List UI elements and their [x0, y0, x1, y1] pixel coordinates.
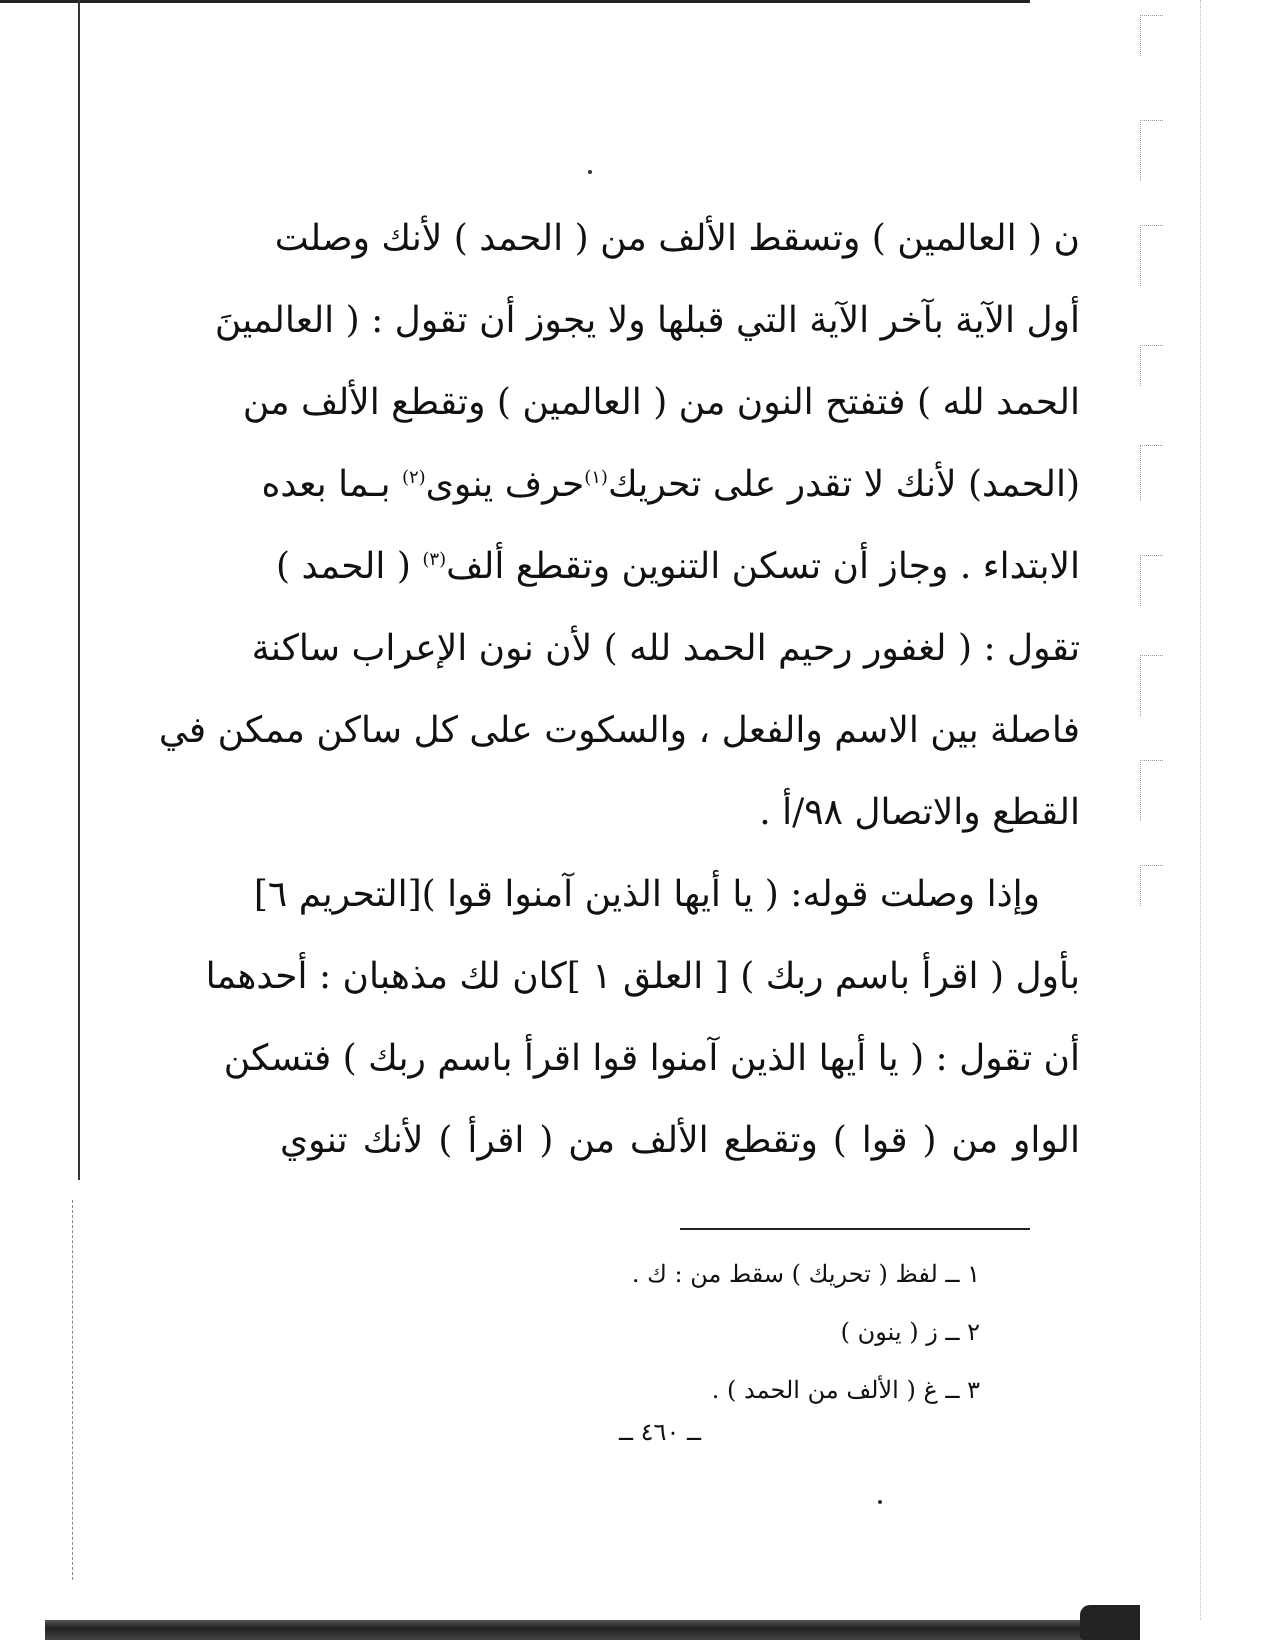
scan-speck [588, 170, 592, 174]
text-line: بأول ( اقرأ باسم ربك ) [ العلق ١ ]كان لك مذهبان : أحدهما [205, 956, 1080, 997]
text-segment: حرف ينوى [425, 464, 585, 505]
footnote-marker: (٢) [401, 467, 426, 488]
scan-speck [878, 1500, 882, 1504]
footnote: ١ ــ لفظ ( تحريك ) سقط من : ك . [631, 1260, 980, 1288]
text-line-with-footnotes [261, 444, 1080, 526]
text-segment: ( الحمد ) [276, 546, 411, 587]
scan-bottom-corner [1080, 1605, 1140, 1640]
text-line: القطع والاتصال ٩٨/أ . [759, 792, 1080, 833]
text-line: تقول : ( لغفور رحيم الحمد لله ) لأن نون الإعراب ساكنة [251, 628, 1080, 669]
page-number: ــ ٤٦٠ ــ [618, 1418, 702, 1446]
body-text [158, 198, 1080, 1182]
footnote-separator [680, 1228, 1030, 1230]
text-line: ن ( العالمين ) وتسقط الألف من ( الحمد ) لأنك وصلت [274, 218, 1080, 259]
scan-left-edge-lower [72, 1200, 74, 1580]
text-line: فاصلة بين الاسم والفعل ، والسكوت على كل ساكن ممكن في [158, 710, 1080, 751]
footnote: ٢ ــ ز ( ينون ) [840, 1318, 980, 1346]
footnote-marker: (١) [584, 467, 608, 488]
footnote: ٣ ــ غ ( الألف من الحمد ) . [711, 1376, 980, 1404]
scan-left-edge [78, 0, 80, 1180]
text-line: أن تقول : ( يا أيها الذين آمنوا قوا اقرأ باسم ربك ) فتسكن [223, 1038, 1080, 1079]
scan-right-dotted-edge [1200, 0, 1202, 1620]
text-segment: (الحمد) لأنك لا تقدر على تحريك [607, 464, 1080, 505]
text-line: الحمد لله ) فتفتح النون من ( العالمين ) وتقطع الألف من [242, 382, 1080, 423]
text-segment: الابتداء . وجاز أن تسكن التنوين وتقطع ألف [446, 546, 1080, 587]
scan-bottom-edge [45, 1620, 1130, 1640]
scan-top-edge [0, 0, 1030, 3]
scan-right-strip [1140, 0, 1200, 1620]
footnotes [560, 1245, 980, 1419]
text-line: الواو من ( قوا ) وتقطع الألف من ( اقرأ ) لأنك تنوي [280, 1120, 1080, 1161]
text-line: وإذا وصلت قوله: ( يا أيها الذين آمنوا قوا )[التحريم ٦] [253, 874, 1040, 915]
footnote-marker: (٣) [422, 549, 447, 570]
text-line-with-footnote [276, 526, 1080, 608]
text-segment: بـما بعده [261, 464, 402, 505]
text-line: أول الآية بآخر الآية التي قبلها ولا يجوز أن تقول : ( العالمينَ [214, 300, 1080, 341]
